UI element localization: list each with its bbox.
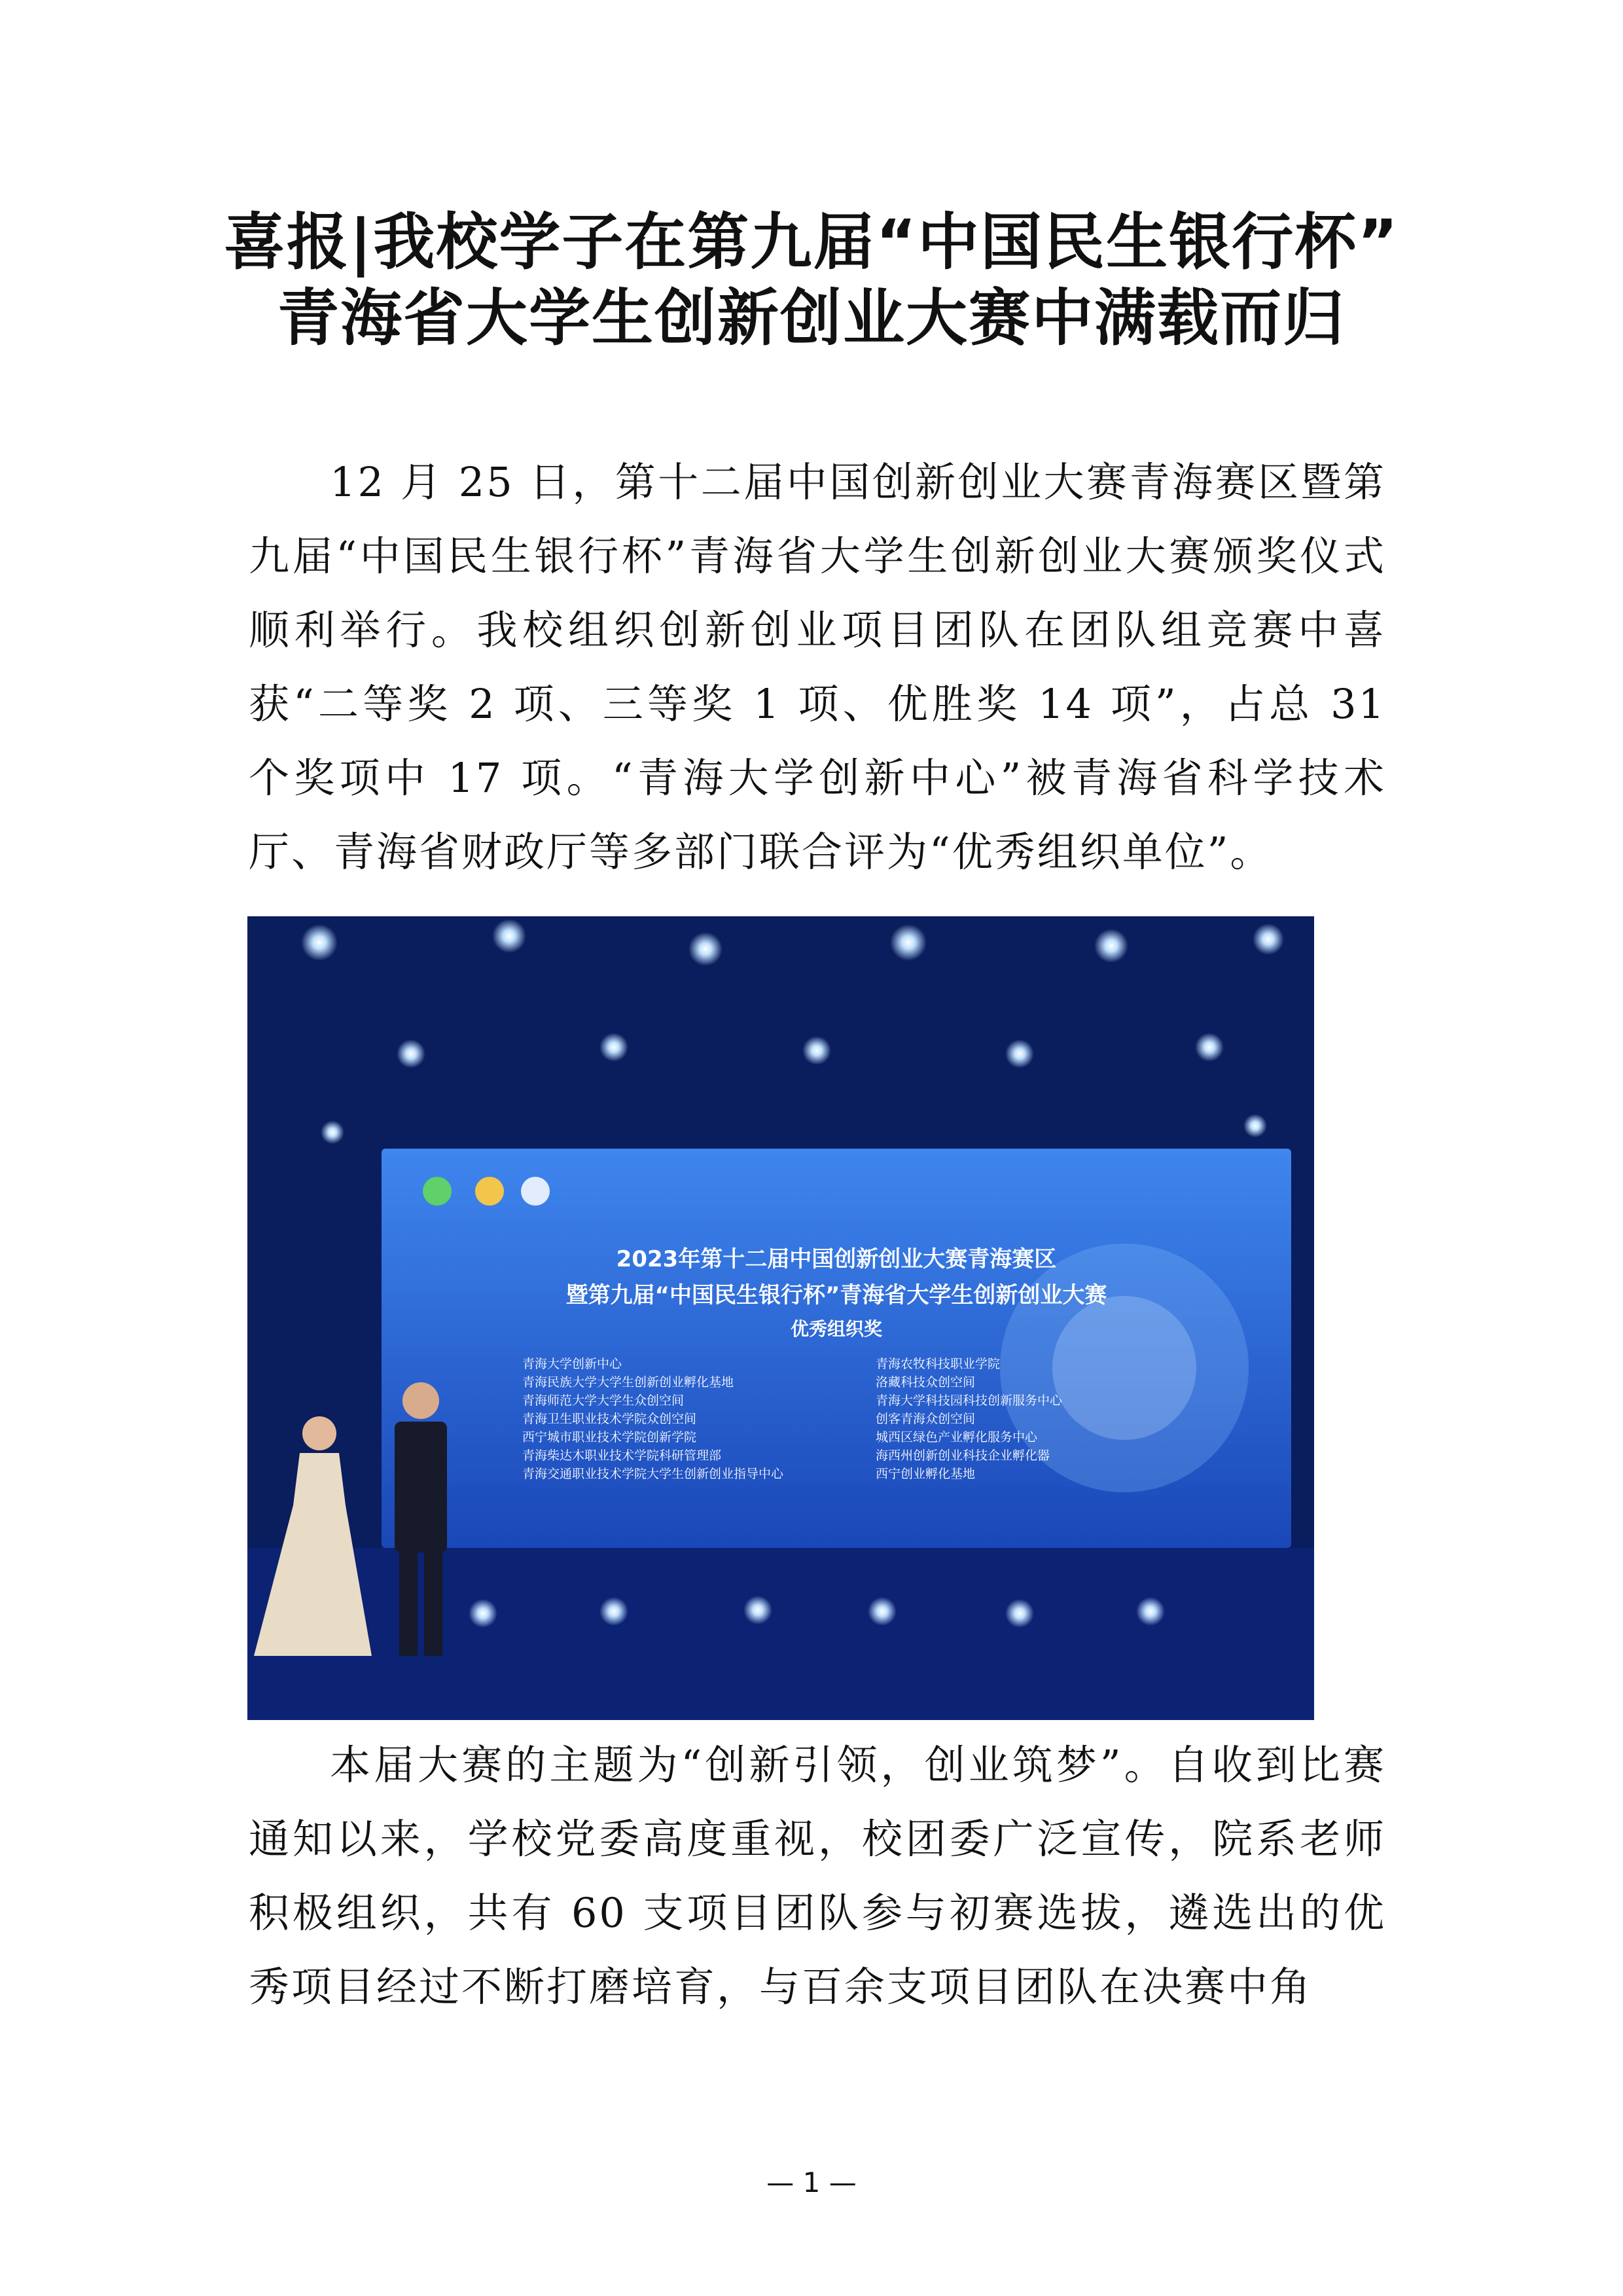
list-item: 青海师范大学大学生众创空间: [522, 1393, 685, 1408]
list-item: 洛藏科技众创空间: [876, 1375, 976, 1390]
ceremony-photo-illustration: [247, 916, 1314, 1720]
list-item: 创客青海众创空间: [876, 1412, 976, 1426]
list-item: 青海柴达木职业技术学院科研管理部: [522, 1448, 722, 1463]
list-item: 西宁城市职业技术学院创新学院: [522, 1430, 697, 1444]
paragraph-2: 本届大赛的主题为“创新引领，创业筑梦”。自收到比赛通知以来，学校党委高度重视，校团委广泛宣传，院系老师积极组织，共有 60 支项目团队参与初赛选拔，遴选出的优秀项目经过不断打磨培育，与百余支项目团队在决赛中角: [249, 1741, 1386, 2011]
article-title-line-2: 青海省大学生创新创业大赛中满载而归: [277, 283, 1346, 354]
award-ceremony-photo: [247, 916, 1314, 1720]
article-title-line-1: 喜报|我校学子在第九届“中国民生银行杯”: [224, 207, 1399, 278]
list-item: 西宁创业孵化基地: [876, 1467, 976, 1481]
list-item: 城西区绿色产业孵化服务中心: [876, 1430, 1038, 1444]
list-item: 青海农牧科技职业学院: [876, 1357, 1001, 1371]
list-item: 青海大学创新中心: [522, 1357, 622, 1371]
sponsor-logos: [423, 1177, 550, 1206]
paragraph-1: 12 月 25 日，第十二届中国创新创业大赛青海赛区暨第九届“中国民生银行杯”青海省大学生创新创业大赛颁奖仪式顺利举行。我校组织创新创业项目团队在团队组竞赛中喜获“二等奖 2 项、三等奖 1 项、优胜奖 14 项”，占总 31 个奖项中 17 项。“青海大学创新中心”被青海省科学技术厅、青海省财政厅等多部门联合评为“优秀组织单位”。: [249, 458, 1386, 876]
screen-title-2: 暨第九届“中国民生银行杯”青海省大学生创新创业大赛: [565, 1282, 1107, 1308]
list-item: 青海大学科技园科技创新服务中心: [876, 1393, 1063, 1408]
screen-subtitle: 优秀组织奖: [790, 1318, 883, 1340]
page-number: — 1 —: [766, 2166, 857, 2198]
list-item: 青海民族大学大学生创新创业孵化基地: [522, 1375, 734, 1390]
list-item: 青海交通职业技术学院大学生创新创业指导中心: [522, 1467, 784, 1481]
list-item: 青海卫生职业技术学院众创空间: [522, 1412, 697, 1426]
list-item: 海西州创新创业科技企业孵化器: [876, 1448, 1050, 1463]
screen-title-1: 2023年第十二届中国创新创业大赛青海赛区: [616, 1246, 1057, 1272]
